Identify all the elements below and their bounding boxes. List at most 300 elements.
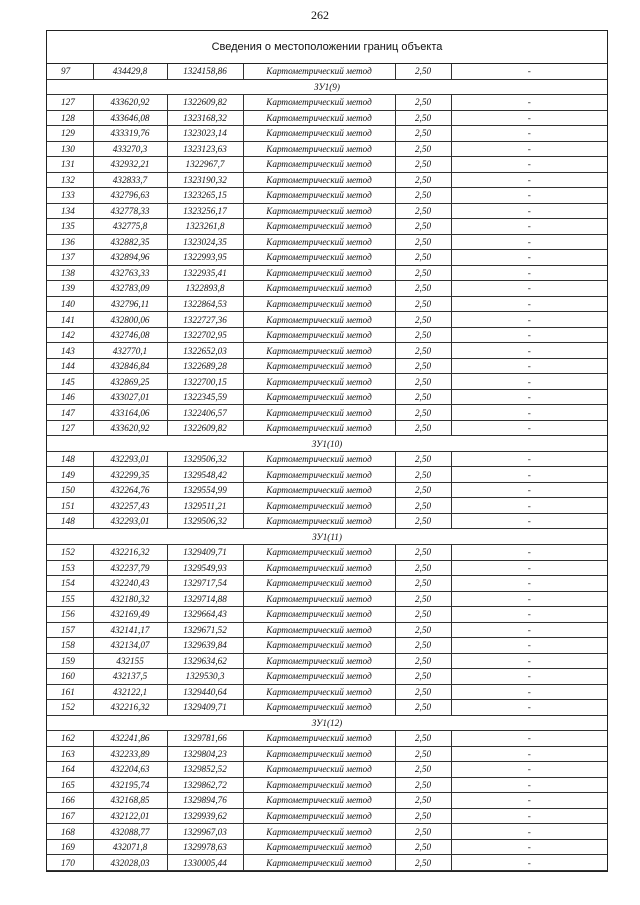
point-number-cell: 156	[47, 607, 93, 623]
table-row	[47, 700, 607, 716]
note-cell: -	[451, 653, 607, 669]
y-coordinate-cell: 1322935,41	[167, 265, 243, 281]
point-number-cell: 139	[47, 281, 93, 297]
y-coordinate-cell: 1322652,03	[167, 343, 243, 359]
accuracy-cell: 2,50	[395, 374, 451, 390]
note-cell: -	[451, 405, 607, 421]
method-cell: Картометрический метод	[243, 607, 395, 623]
x-coordinate-cell: 432195,74	[93, 777, 167, 793]
accuracy-cell: 2,50	[395, 451, 451, 467]
table-row	[47, 374, 607, 390]
x-coordinate-cell: 432141,17	[93, 622, 167, 638]
note-cell: -	[451, 451, 607, 467]
table-row	[47, 203, 607, 219]
table-row	[47, 622, 607, 638]
section-row	[47, 715, 607, 731]
table-row	[47, 358, 607, 374]
point-number-cell: 163	[47, 746, 93, 762]
x-coordinate-cell: 432204,63	[93, 762, 167, 778]
accuracy-cell: 2,50	[395, 172, 451, 188]
x-coordinate-cell: 432833,7	[93, 172, 167, 188]
y-coordinate-cell: 1329440,64	[167, 684, 243, 700]
point-number-cell: 162	[47, 731, 93, 747]
x-coordinate-cell: 432869,25	[93, 374, 167, 390]
point-number-cell: 148	[47, 451, 93, 467]
section-row	[47, 79, 607, 95]
y-coordinate-cell: 1329549,93	[167, 560, 243, 576]
point-number-cell: 136	[47, 234, 93, 250]
method-cell: Картометрический метод	[243, 576, 395, 592]
note-cell: -	[451, 576, 607, 592]
note-cell: -	[451, 591, 607, 607]
accuracy-cell: 2,50	[395, 808, 451, 824]
accuracy-cell: 2,50	[395, 188, 451, 204]
accuracy-cell: 2,50	[395, 296, 451, 312]
note-cell: -	[451, 607, 607, 623]
accuracy-cell: 2,50	[395, 64, 451, 79]
table-row	[47, 762, 607, 778]
table-row	[47, 234, 607, 250]
table-row	[47, 591, 607, 607]
note-cell: -	[451, 513, 607, 529]
y-coordinate-cell: 1323265,15	[167, 188, 243, 204]
x-coordinate-cell: 432783,09	[93, 281, 167, 297]
method-cell: Картометрический метод	[243, 172, 395, 188]
table-row	[47, 265, 607, 281]
y-coordinate-cell: 1329894,76	[167, 793, 243, 809]
accuracy-cell: 2,50	[395, 467, 451, 483]
note-cell: -	[451, 126, 607, 142]
x-coordinate-cell: 432155	[93, 653, 167, 669]
method-cell: Картометрический метод	[243, 746, 395, 762]
accuracy-cell: 2,50	[395, 389, 451, 405]
accuracy-cell: 2,50	[395, 684, 451, 700]
y-coordinate-cell: 1329530,3	[167, 669, 243, 685]
point-number-cell: 161	[47, 684, 93, 700]
method-cell: Картометрический метод	[243, 622, 395, 638]
point-number-cell: 127	[47, 420, 93, 436]
x-coordinate-cell: 432846,84	[93, 358, 167, 374]
method-cell: Картометрический метод	[243, 824, 395, 840]
method-cell: Картометрический метод	[243, 653, 395, 669]
method-cell: Картометрический метод	[243, 219, 395, 235]
table-row	[47, 746, 607, 762]
table-row	[47, 188, 607, 204]
method-cell: Картометрический метод	[243, 141, 395, 157]
note-cell: -	[451, 250, 607, 266]
x-coordinate-cell: 432137,5	[93, 669, 167, 685]
table-row	[47, 731, 607, 747]
method-cell: Картометрический метод	[243, 389, 395, 405]
y-coordinate-cell: 1329717,54	[167, 576, 243, 592]
method-cell: Картометрический метод	[243, 544, 395, 560]
x-coordinate-cell: 432180,32	[93, 591, 167, 607]
note-cell: -	[451, 374, 607, 390]
y-coordinate-cell: 1329862,72	[167, 777, 243, 793]
note-cell: -	[451, 777, 607, 793]
x-coordinate-cell: 432169,49	[93, 607, 167, 623]
table-row	[47, 777, 607, 793]
table-row	[47, 64, 607, 79]
note-cell: -	[451, 110, 607, 126]
x-coordinate-cell: 434429,8	[93, 64, 167, 79]
accuracy-cell: 2,50	[395, 281, 451, 297]
point-number-cell: 154	[47, 576, 93, 592]
y-coordinate-cell: 1329714,88	[167, 591, 243, 607]
method-cell: Картометрический метод	[243, 638, 395, 654]
table-row	[47, 327, 607, 343]
method-cell: Картометрический метод	[243, 513, 395, 529]
table-row	[47, 157, 607, 173]
point-number-cell: 152	[47, 544, 93, 560]
y-coordinate-cell: 1329506,32	[167, 513, 243, 529]
note-cell: -	[451, 544, 607, 560]
note-cell: -	[451, 762, 607, 778]
method-cell: Картометрический метод	[243, 188, 395, 204]
x-coordinate-cell: 432240,43	[93, 576, 167, 592]
method-cell: Картометрический метод	[243, 343, 395, 359]
y-coordinate-cell: 1329511,21	[167, 498, 243, 514]
note-cell: -	[451, 467, 607, 483]
x-coordinate-cell: 433164,06	[93, 405, 167, 421]
y-coordinate-cell: 1322967,7	[167, 157, 243, 173]
point-number-cell: 131	[47, 157, 93, 173]
note-cell: -	[451, 141, 607, 157]
point-number-cell: 159	[47, 653, 93, 669]
table-row	[47, 95, 607, 111]
y-coordinate-cell: 1330005,44	[167, 855, 243, 871]
table-row	[47, 824, 607, 840]
x-coordinate-cell: 432293,01	[93, 513, 167, 529]
y-coordinate-cell: 1323256,17	[167, 203, 243, 219]
x-coordinate-cell: 432122,1	[93, 684, 167, 700]
y-coordinate-cell: 1323024,35	[167, 234, 243, 250]
table-row	[47, 560, 607, 576]
x-coordinate-cell: 432241,86	[93, 731, 167, 747]
note-cell: -	[451, 203, 607, 219]
accuracy-cell: 2,50	[395, 327, 451, 343]
table-title: Сведения о местоположении границ объекта	[47, 31, 607, 64]
point-number-cell: 168	[47, 824, 93, 840]
note-cell: -	[451, 312, 607, 328]
method-cell: Картометрический метод	[243, 591, 395, 607]
point-number-cell: 158	[47, 638, 93, 654]
table-row	[47, 296, 607, 312]
note-cell: -	[451, 824, 607, 840]
accuracy-cell: 2,50	[395, 700, 451, 716]
method-cell: Картометрический метод	[243, 793, 395, 809]
note-cell: -	[451, 95, 607, 111]
accuracy-cell: 2,50	[395, 638, 451, 654]
section-label: ЗУ1(11)	[47, 529, 607, 545]
x-coordinate-cell: 432778,33	[93, 203, 167, 219]
accuracy-cell: 2,50	[395, 731, 451, 747]
y-coordinate-cell: 1322609,82	[167, 95, 243, 111]
x-coordinate-cell: 433027,01	[93, 389, 167, 405]
page-number: 262	[311, 8, 329, 22]
y-coordinate-cell: 1322727,36	[167, 312, 243, 328]
table-row	[47, 219, 607, 235]
method-cell: Картометрический метод	[243, 327, 395, 343]
table-row	[47, 141, 607, 157]
y-coordinate-cell: 1322702,95	[167, 327, 243, 343]
x-coordinate-cell: 432134,07	[93, 638, 167, 654]
table-row	[47, 343, 607, 359]
point-number-cell: 135	[47, 219, 93, 235]
point-number-cell: 160	[47, 669, 93, 685]
accuracy-cell: 2,50	[395, 95, 451, 111]
table-row	[47, 250, 607, 266]
y-coordinate-cell: 1323190,32	[167, 172, 243, 188]
table-row	[47, 172, 607, 188]
accuracy-cell: 2,50	[395, 157, 451, 173]
table-row	[47, 420, 607, 436]
point-number-cell: 137	[47, 250, 93, 266]
y-coordinate-cell: 1329939,62	[167, 808, 243, 824]
accuracy-cell: 2,50	[395, 669, 451, 685]
method-cell: Картометрический метод	[243, 839, 395, 855]
accuracy-cell: 2,50	[395, 762, 451, 778]
y-coordinate-cell: 1322345,59	[167, 389, 243, 405]
method-cell: Картометрический метод	[243, 451, 395, 467]
x-coordinate-cell: 432233,89	[93, 746, 167, 762]
table-row	[47, 669, 607, 685]
table-row	[47, 482, 607, 498]
accuracy-cell: 2,50	[395, 839, 451, 855]
note-cell: -	[451, 560, 607, 576]
x-coordinate-cell: 433270,3	[93, 141, 167, 157]
point-number-cell: 143	[47, 343, 93, 359]
method-cell: Картометрический метод	[243, 731, 395, 747]
y-coordinate-cell: 1329639,84	[167, 638, 243, 654]
note-cell: -	[451, 219, 607, 235]
y-coordinate-cell: 1323261,8	[167, 219, 243, 235]
point-number-cell: 129	[47, 126, 93, 142]
point-number-cell: 153	[47, 560, 93, 576]
accuracy-cell: 2,50	[395, 824, 451, 840]
note-cell: -	[451, 420, 607, 436]
section-row	[47, 436, 607, 452]
y-coordinate-cell: 1329781,66	[167, 731, 243, 747]
y-coordinate-cell: 1329409,71	[167, 544, 243, 560]
method-cell: Картометрический метод	[243, 482, 395, 498]
method-cell: Картометрический метод	[243, 684, 395, 700]
table-row	[47, 389, 607, 405]
x-coordinate-cell: 432216,32	[93, 700, 167, 716]
accuracy-cell: 2,50	[395, 576, 451, 592]
method-cell: Картометрический метод	[243, 762, 395, 778]
accuracy-cell: 2,50	[395, 250, 451, 266]
note-cell: -	[451, 669, 607, 685]
y-coordinate-cell: 1323168,32	[167, 110, 243, 126]
accuracy-cell: 2,50	[395, 498, 451, 514]
point-number-cell: 145	[47, 374, 93, 390]
x-coordinate-cell: 433620,92	[93, 420, 167, 436]
coordinates-table	[47, 64, 607, 871]
table-row	[47, 110, 607, 126]
section-label: ЗУ1(9)	[47, 79, 607, 95]
accuracy-cell: 2,50	[395, 560, 451, 576]
accuracy-cell: 2,50	[395, 312, 451, 328]
method-cell: Картометрический метод	[243, 560, 395, 576]
point-number-cell: 128	[47, 110, 93, 126]
section-label: ЗУ1(12)	[47, 715, 607, 731]
x-coordinate-cell: 433646,08	[93, 110, 167, 126]
x-coordinate-cell: 432071,8	[93, 839, 167, 855]
method-cell: Картометрический метод	[243, 808, 395, 824]
method-cell: Картометрический метод	[243, 312, 395, 328]
note-cell: -	[451, 64, 607, 79]
y-coordinate-cell: 1329506,32	[167, 451, 243, 467]
note-cell: -	[451, 234, 607, 250]
x-coordinate-cell: 432932,21	[93, 157, 167, 173]
table-row	[47, 855, 607, 871]
y-coordinate-cell: 1329671,52	[167, 622, 243, 638]
table-row	[47, 281, 607, 297]
point-number-cell: 147	[47, 405, 93, 421]
y-coordinate-cell: 1322893,8	[167, 281, 243, 297]
note-cell: -	[451, 638, 607, 654]
point-number-cell: 165	[47, 777, 93, 793]
y-coordinate-cell: 1323023,14	[167, 126, 243, 142]
point-number-cell: 152	[47, 700, 93, 716]
method-cell: Картометрический метод	[243, 498, 395, 514]
y-coordinate-cell: 1323123,63	[167, 141, 243, 157]
table-row	[47, 607, 607, 623]
x-coordinate-cell: 432028,03	[93, 855, 167, 871]
point-number-cell: 150	[47, 482, 93, 498]
point-number-cell: 164	[47, 762, 93, 778]
table-row	[47, 513, 607, 529]
method-cell: Картометрический метод	[243, 157, 395, 173]
point-number-cell: 140	[47, 296, 93, 312]
y-coordinate-cell: 1322864,53	[167, 296, 243, 312]
note-cell: -	[451, 327, 607, 343]
point-number-cell: 133	[47, 188, 93, 204]
accuracy-cell: 2,50	[395, 622, 451, 638]
table-row	[47, 312, 607, 328]
accuracy-cell: 2,50	[395, 482, 451, 498]
table-row	[47, 126, 607, 142]
method-cell: Картометрический метод	[243, 110, 395, 126]
point-number-cell: 132	[47, 172, 93, 188]
method-cell: Картометрический метод	[243, 64, 395, 79]
point-number-cell: 148	[47, 513, 93, 529]
x-coordinate-cell: 432796,11	[93, 296, 167, 312]
note-cell: -	[451, 281, 607, 297]
x-coordinate-cell: 432168,85	[93, 793, 167, 809]
table-row	[47, 653, 607, 669]
accuracy-cell: 2,50	[395, 219, 451, 235]
note-cell: -	[451, 622, 607, 638]
point-number-cell: 155	[47, 591, 93, 607]
x-coordinate-cell: 432122,01	[93, 808, 167, 824]
method-cell: Картометрический метод	[243, 374, 395, 390]
accuracy-cell: 2,50	[395, 607, 451, 623]
table-row	[47, 808, 607, 824]
point-number-cell: 144	[47, 358, 93, 374]
table-row	[47, 467, 607, 483]
note-cell: -	[451, 265, 607, 281]
accuracy-cell: 2,50	[395, 358, 451, 374]
note-cell: -	[451, 855, 607, 871]
x-coordinate-cell: 433620,92	[93, 95, 167, 111]
accuracy-cell: 2,50	[395, 544, 451, 560]
point-number-cell: 134	[47, 203, 93, 219]
note-cell: -	[451, 793, 607, 809]
point-number-cell: 151	[47, 498, 93, 514]
point-number-cell: 141	[47, 312, 93, 328]
point-number-cell: 130	[47, 141, 93, 157]
point-number-cell: 149	[47, 467, 93, 483]
accuracy-cell: 2,50	[395, 855, 451, 871]
point-number-cell: 166	[47, 793, 93, 809]
method-cell: Картометрический метод	[243, 281, 395, 297]
accuracy-cell: 2,50	[395, 591, 451, 607]
method-cell: Картометрический метод	[243, 700, 395, 716]
accuracy-cell: 2,50	[395, 126, 451, 142]
method-cell: Картометрический метод	[243, 250, 395, 266]
x-coordinate-cell: 433319,76	[93, 126, 167, 142]
table-row	[47, 684, 607, 700]
table-row	[47, 405, 607, 421]
point-number-cell: 127	[47, 95, 93, 111]
point-number-cell: 97	[47, 64, 93, 79]
note-cell: -	[451, 700, 607, 716]
x-coordinate-cell: 432894,96	[93, 250, 167, 266]
accuracy-cell: 2,50	[395, 203, 451, 219]
point-number-cell: 146	[47, 389, 93, 405]
y-coordinate-cell: 1329634,62	[167, 653, 243, 669]
note-cell: -	[451, 808, 607, 824]
x-coordinate-cell: 432264,76	[93, 482, 167, 498]
y-coordinate-cell: 1329664,43	[167, 607, 243, 623]
accuracy-cell: 2,50	[395, 234, 451, 250]
x-coordinate-cell: 432088,77	[93, 824, 167, 840]
accuracy-cell: 2,50	[395, 405, 451, 421]
boundary-table-sheet	[46, 30, 608, 872]
accuracy-cell: 2,50	[395, 343, 451, 359]
x-coordinate-cell: 432882,35	[93, 234, 167, 250]
method-cell: Картометрический метод	[243, 265, 395, 281]
note-cell: -	[451, 172, 607, 188]
y-coordinate-cell: 1329852,52	[167, 762, 243, 778]
note-cell: -	[451, 684, 607, 700]
y-coordinate-cell: 1322689,28	[167, 358, 243, 374]
method-cell: Картометрический метод	[243, 420, 395, 436]
y-coordinate-cell: 1329978,63	[167, 839, 243, 855]
x-coordinate-cell: 432770,1	[93, 343, 167, 359]
accuracy-cell: 2,50	[395, 793, 451, 809]
method-cell: Картометрический метод	[243, 126, 395, 142]
accuracy-cell: 2,50	[395, 746, 451, 762]
point-number-cell: 169	[47, 839, 93, 855]
point-number-cell: 157	[47, 622, 93, 638]
x-coordinate-cell: 432746,08	[93, 327, 167, 343]
y-coordinate-cell: 1329554,99	[167, 482, 243, 498]
note-cell: -	[451, 389, 607, 405]
y-coordinate-cell: 1329409,71	[167, 700, 243, 716]
x-coordinate-cell: 432237,79	[93, 560, 167, 576]
point-number-cell: 138	[47, 265, 93, 281]
table-row	[47, 498, 607, 514]
table-row	[47, 544, 607, 560]
method-cell: Картометрический метод	[243, 203, 395, 219]
x-coordinate-cell: 432299,35	[93, 467, 167, 483]
x-coordinate-cell: 432775,8	[93, 219, 167, 235]
y-coordinate-cell: 1322993,95	[167, 250, 243, 266]
coordinates-table-body	[47, 64, 607, 870]
